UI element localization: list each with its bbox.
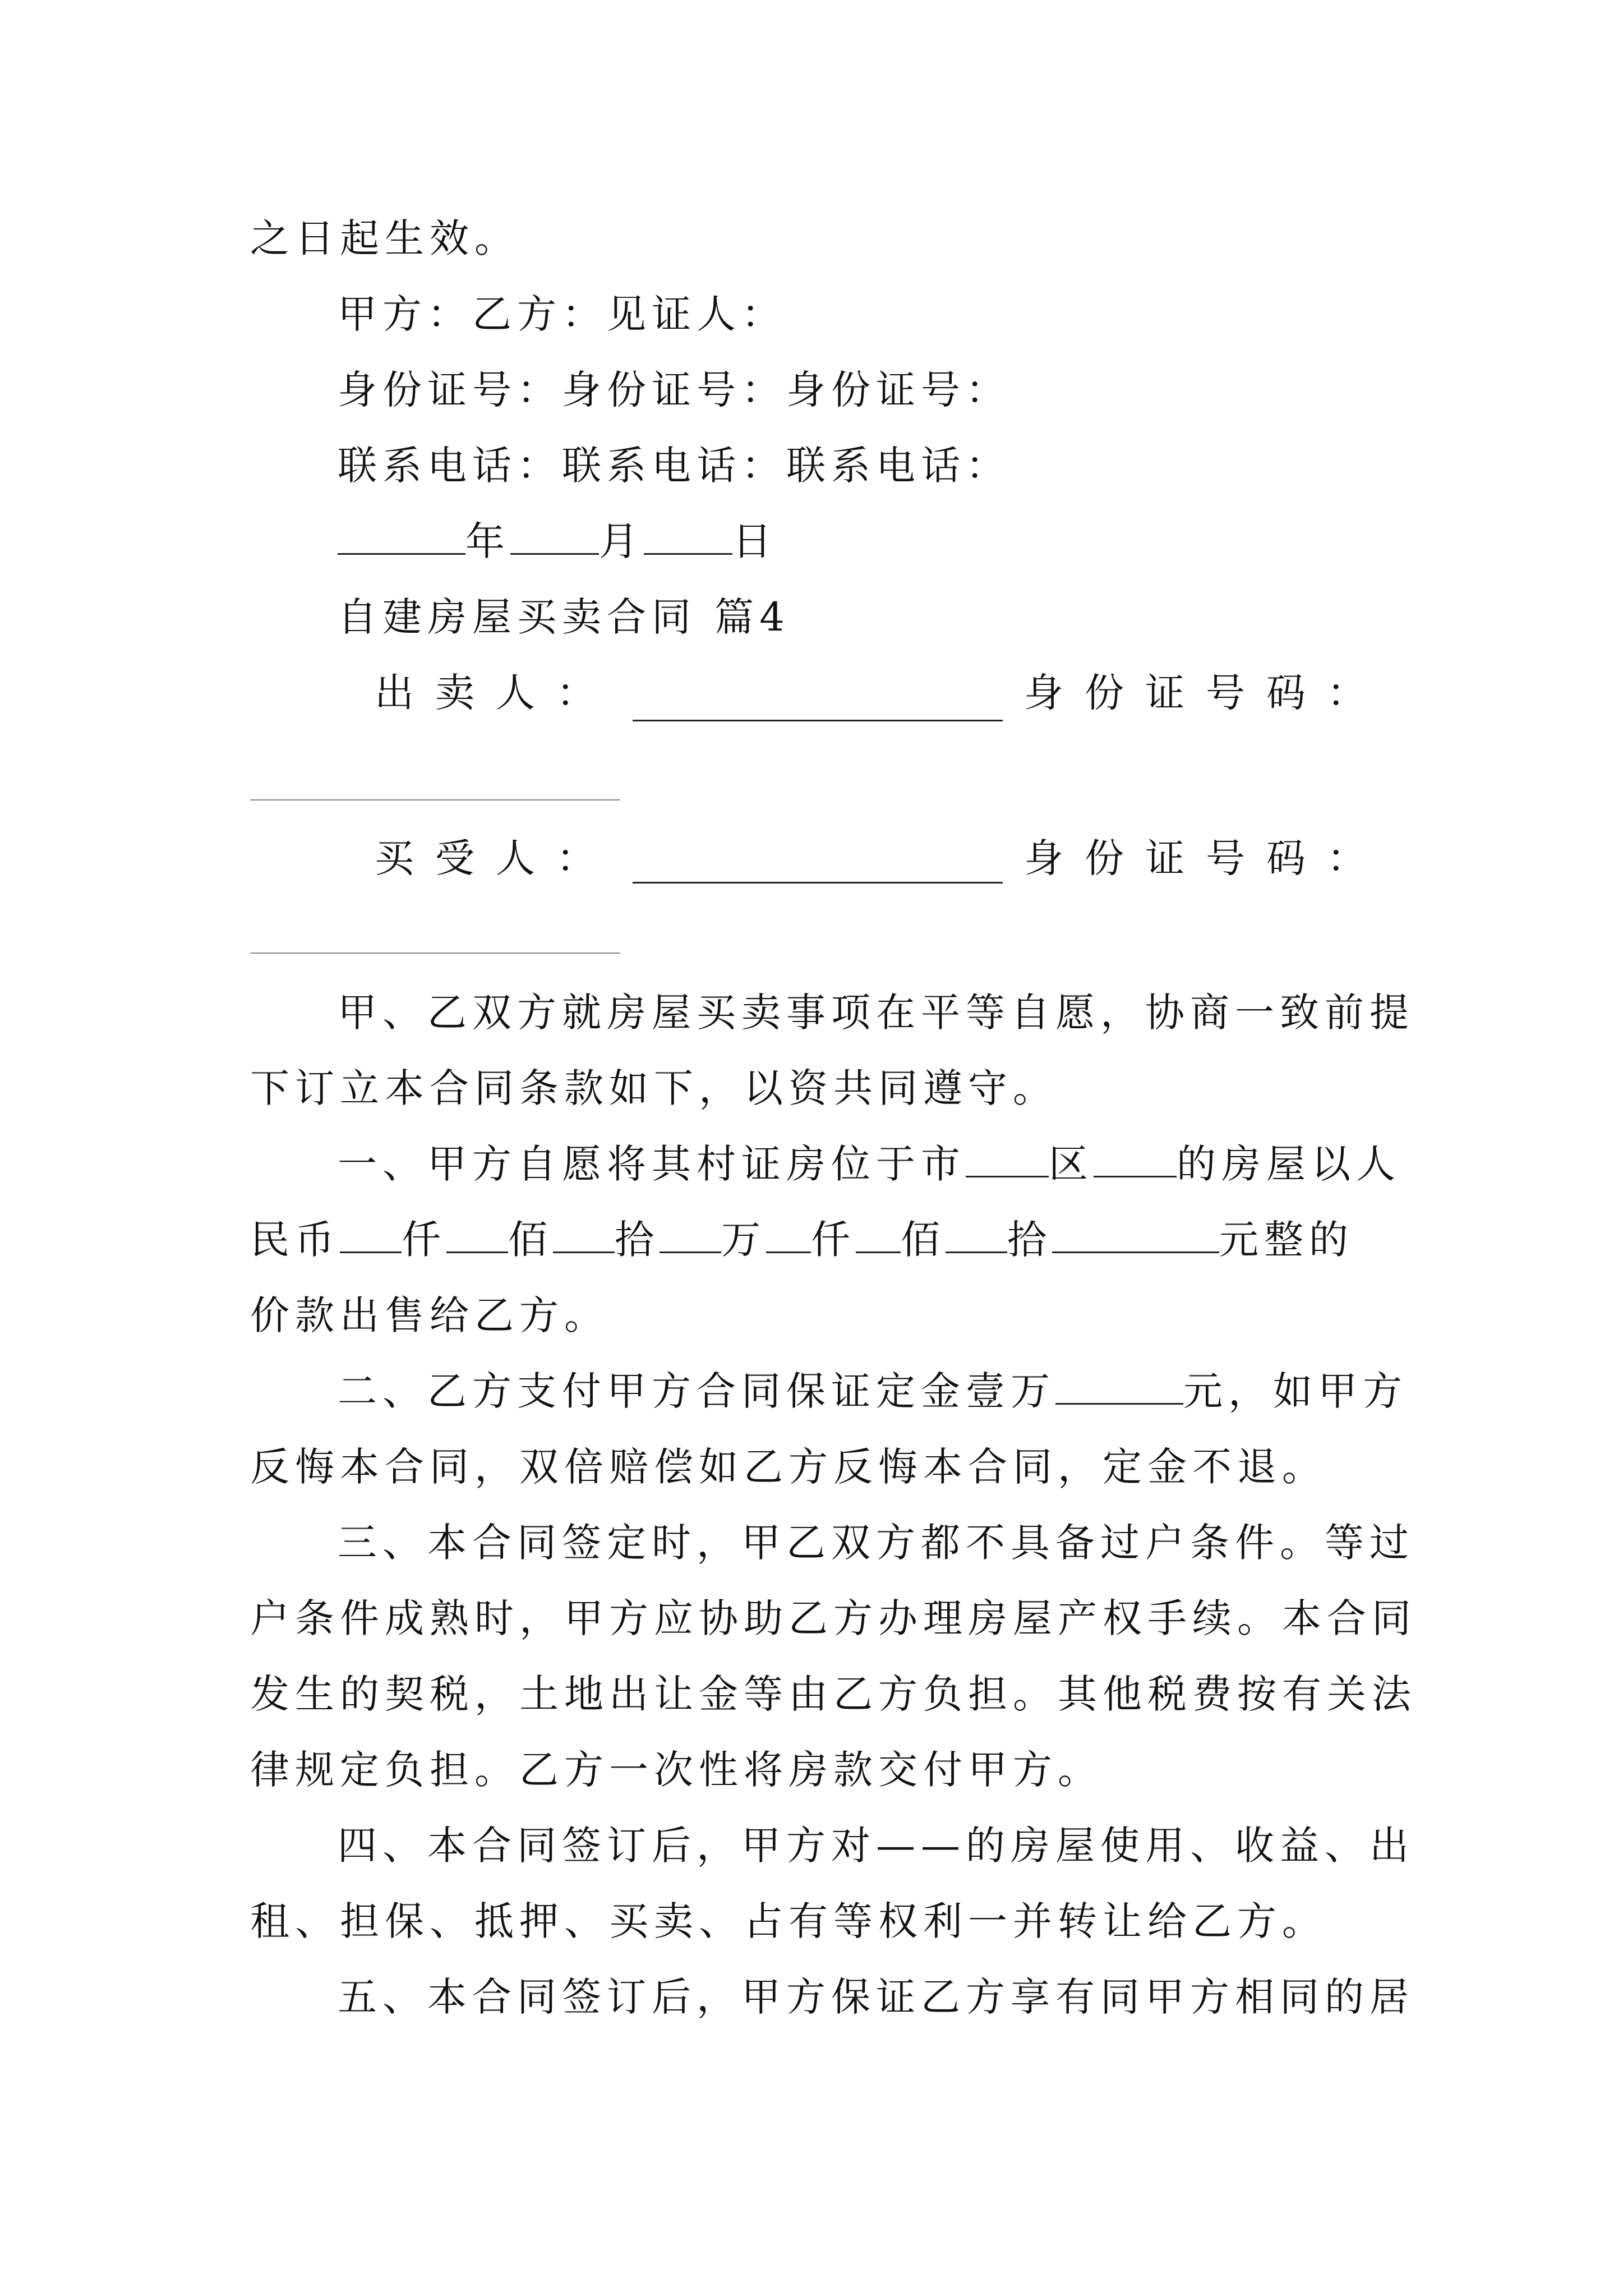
phone-line: 联系电话：联系电话：联系电话： xyxy=(338,443,1011,489)
amount-blank xyxy=(766,1219,811,1253)
clause-3-line-4: 律规定负担。乙方一次性将房款交付甲方。 xyxy=(250,1747,1103,1793)
clause-1-line-3: 价款出售给乙方。 xyxy=(250,1292,609,1338)
text-line: 之日起生效。 xyxy=(250,215,519,261)
clause-4-line-1: 四、本合同签订后，甲方对——的房屋使用、收益、出 xyxy=(338,1823,1414,1869)
clause-3-line-1: 三、本合同签定时，甲乙双方都不具备过户条件。等过 xyxy=(338,1520,1414,1566)
amount-blank xyxy=(553,1219,615,1253)
amount-blank xyxy=(660,1219,721,1253)
day-label: 日 xyxy=(732,518,777,564)
id-number-line: 身份证号：身份证号：身份证号： xyxy=(338,367,1011,413)
year-label: 年 xyxy=(465,518,510,564)
buyer-id-blank xyxy=(250,953,620,954)
clause-2-line-1: 二、乙方支付甲方合同保证定金壹万 元，如甲方 xyxy=(338,1368,1408,1414)
paragraph-line: 下订立本合同条款如下，以资共同遵守。 xyxy=(250,1065,1058,1111)
seller-id-blank xyxy=(250,799,620,800)
clause-2-line-2: 反悔本合同，双倍赔偿如乙方反悔本合同，定金不退。 xyxy=(250,1444,1327,1490)
deposit-blank xyxy=(1055,1370,1183,1405)
amount-blank xyxy=(856,1219,901,1253)
buyer-id-label: 身份证号码： xyxy=(1024,835,1387,881)
amount-blank xyxy=(1052,1219,1219,1253)
clause-5-line-1: 五、本合同签订后，甲方保证乙方享有同甲方相同的居 xyxy=(338,1974,1414,2020)
amount-blank xyxy=(446,1219,508,1253)
district-blank xyxy=(1094,1143,1177,1177)
clause-4-line-2: 租、担保、抵押、买卖、占有等权利一并转让给乙方。 xyxy=(250,1898,1327,1944)
section-title: 自建房屋买卖合同 篇4 xyxy=(338,594,790,640)
buyer-name-blank xyxy=(633,882,1003,884)
buyer-label: 买受人： xyxy=(375,835,617,881)
amount-blank xyxy=(340,1219,402,1253)
clause-3-line-3: 发生的契税，土地出让金等由乙方负担。其他税费按有关法 xyxy=(250,1671,1417,1717)
clause-1-line-1: 一、甲方自愿将其村证房位于市 区 的房屋以人 xyxy=(338,1141,1401,1187)
clause-3-line-2: 户条件成熟时，甲方应协助乙方办理房屋产权手续。本合同 xyxy=(250,1595,1417,1641)
amount-blank xyxy=(946,1219,1007,1253)
paragraph-line: 甲、乙双方就房屋买卖事项在平等自愿，协商一致前提 xyxy=(338,990,1414,1036)
year-blank xyxy=(338,521,465,555)
clause-1-line-2: 民币 仟 佰 拾 万 仟 佰 拾 元整的 xyxy=(250,1217,1354,1263)
seller-name-blank xyxy=(633,720,1003,721)
seller-label: 出卖人： xyxy=(375,670,617,716)
city-blank xyxy=(966,1143,1049,1177)
signature-parties-line: 甲方：乙方：见证人： xyxy=(338,291,786,337)
day-blank xyxy=(644,521,732,555)
month-blank xyxy=(510,521,599,555)
seller-id-label: 身份证号码： xyxy=(1024,670,1387,716)
month-label: 月 xyxy=(599,518,644,564)
date-line xyxy=(338,513,777,569)
